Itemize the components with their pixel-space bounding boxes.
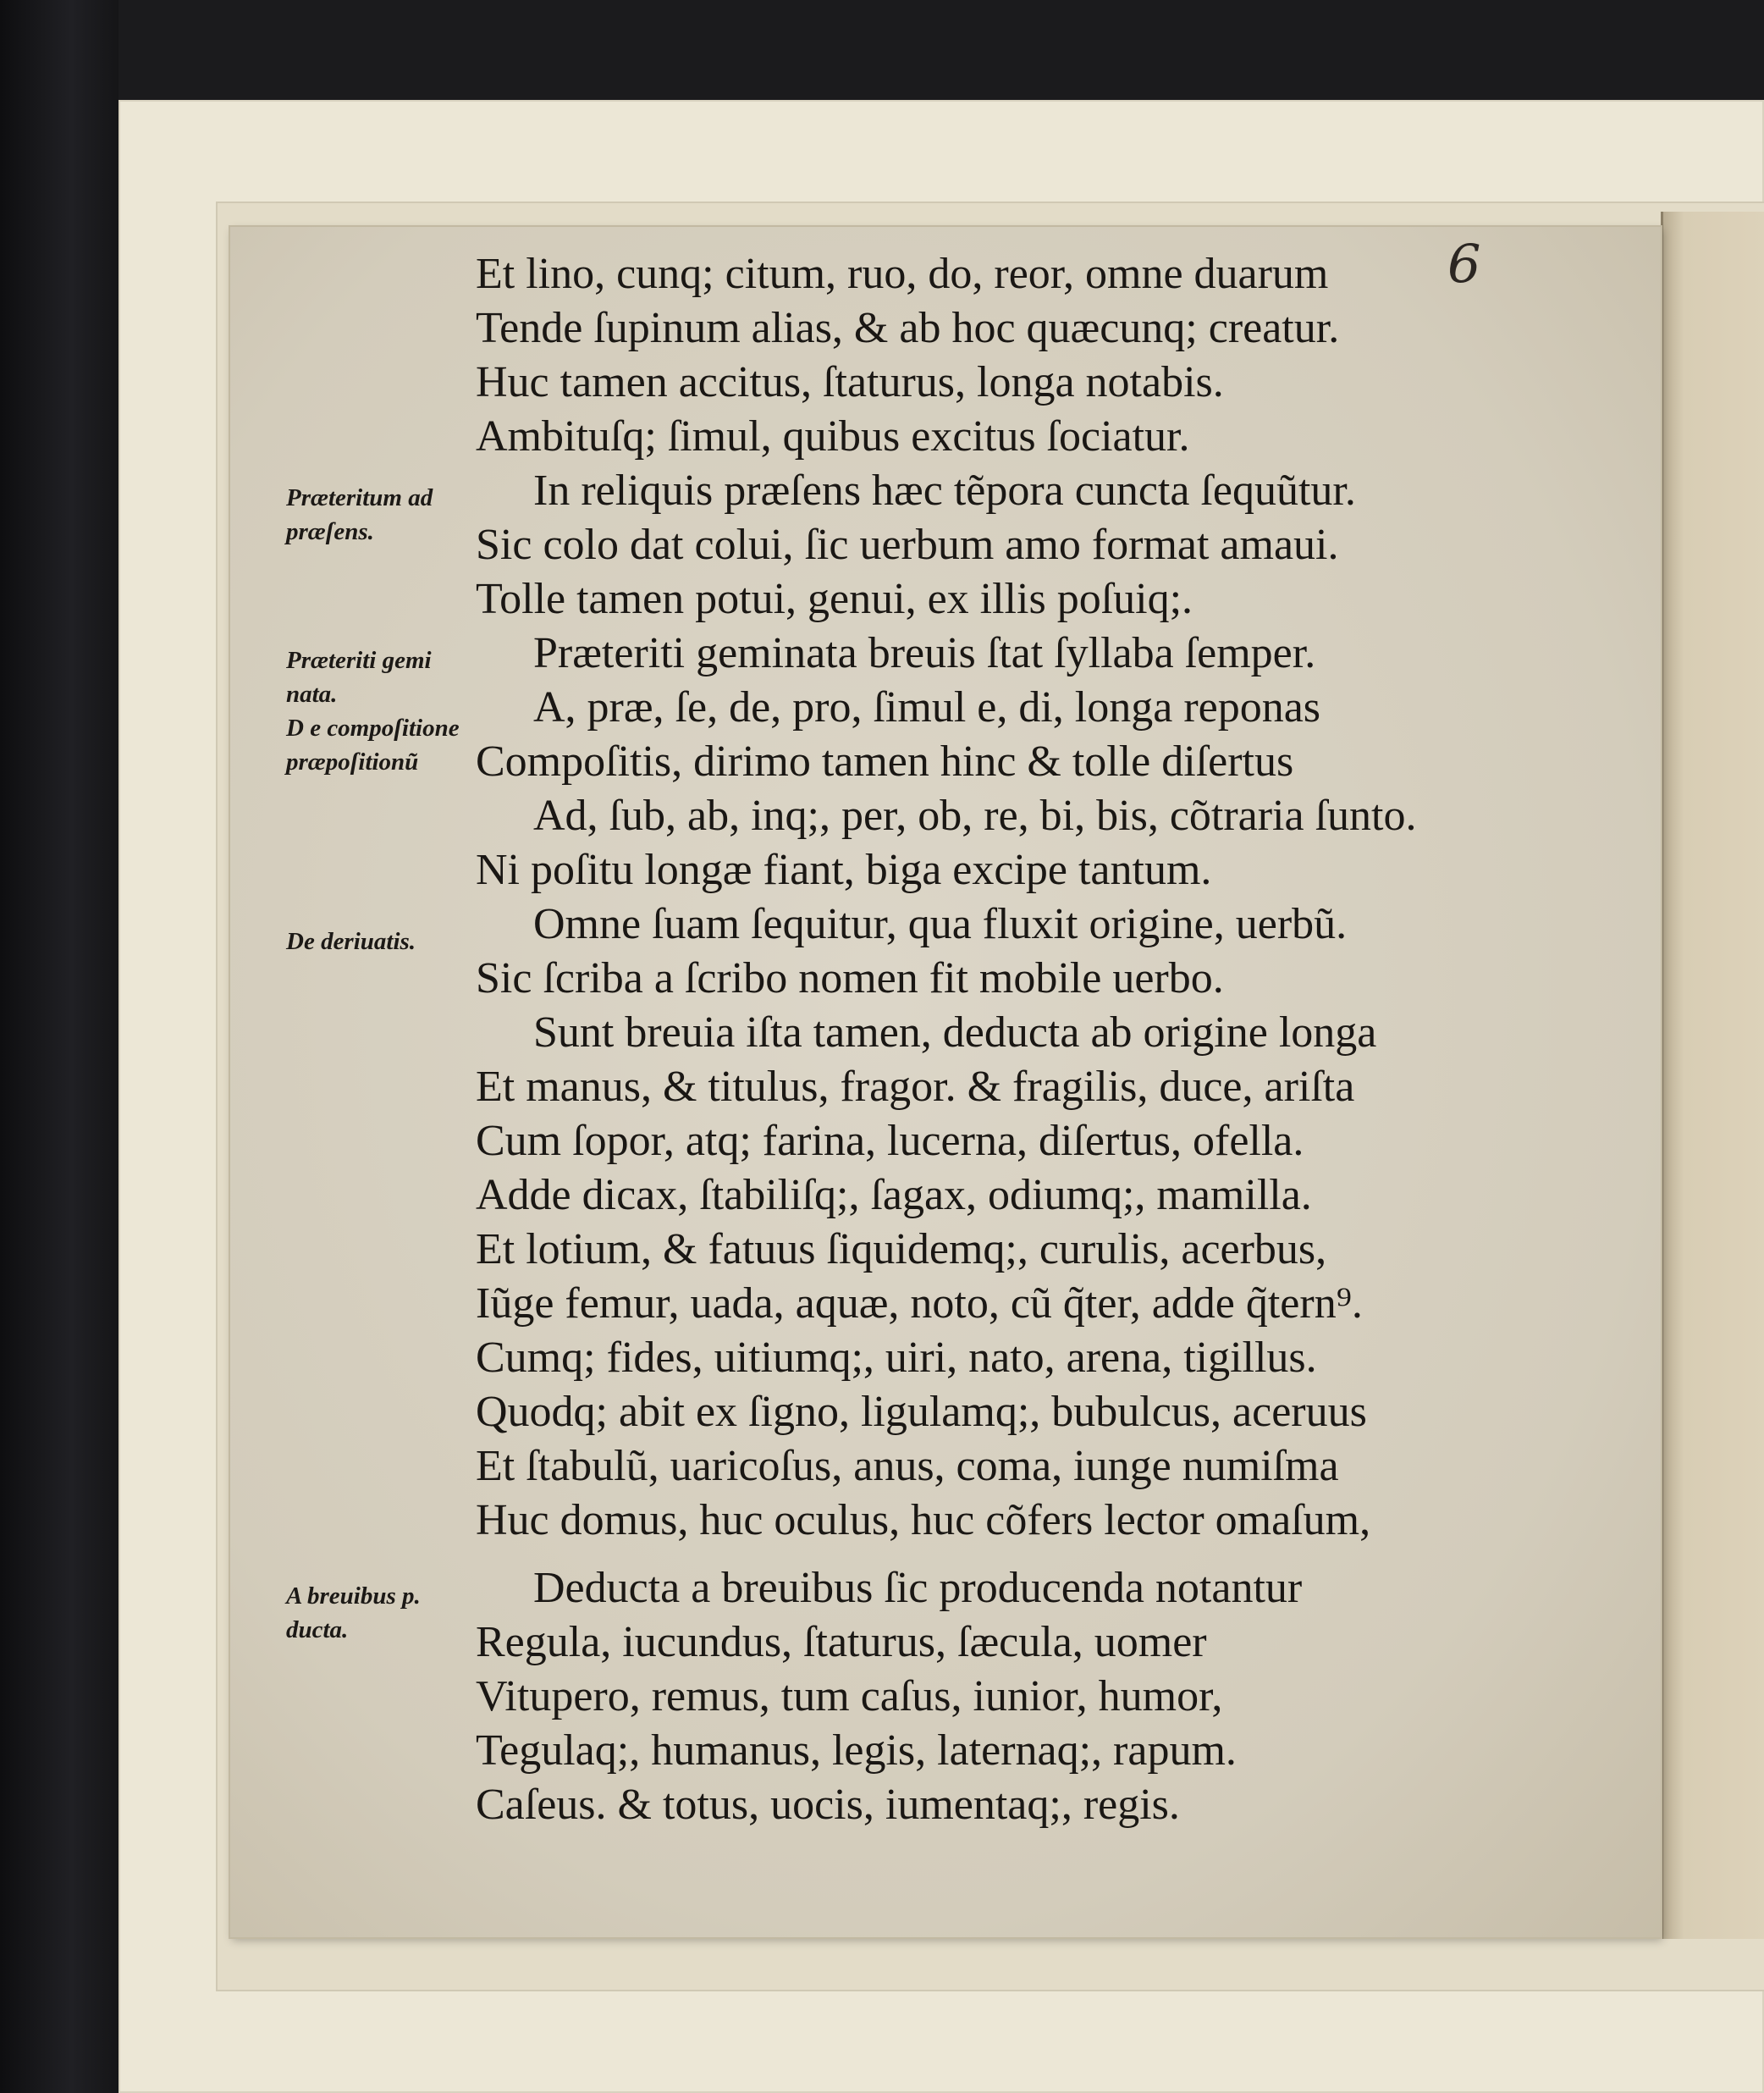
verse-line: Iũge femur, uada, aquæ, noto, cũ q̃ter, adde q̃tern⁹. (476, 1279, 1363, 1328)
verse-line: Et lotium, & fatuus ſiquidemq;, curulis, acerbus, (476, 1225, 1327, 1273)
verse-line: Adde dicax, ſtabiliſq;, ſagax, odiumq;, mamilla. (476, 1171, 1312, 1219)
sidenote: A breuibus p. ducta. (286, 1582, 421, 1643)
verse-line: Deducta a breuibus ſic producenda notantur (533, 1564, 1303, 1612)
verse-line: Huc domus, huc oculus, huc cõfers lector omaſum, (476, 1496, 1371, 1544)
verse-line: Vitupero, remus, tum caſus, iunior, humor, (476, 1672, 1223, 1720)
verse-line: Tolle tamen potui, genui, ex illis poſuiq;. (476, 575, 1193, 623)
verse-line: Omne ſuam ſequitur, qua fluxit origine, uerbũ. (533, 900, 1348, 948)
sidenote: D e compoſitione præpoſitionũ (286, 715, 460, 776)
verse-line: Regula, iucundus, ſtaturus, ſæcula, uomer (476, 1618, 1207, 1666)
verse-line: Tegulaq;, humanus, legis, laternaq;, rapum. (476, 1726, 1237, 1775)
verse-line: Quodq; abit ex ſigno, ligulamq;, bubulcus, aceruus (476, 1388, 1367, 1436)
facing-page-edge (1661, 212, 1764, 1939)
sidenote: Præteriti gemi nata. (286, 647, 432, 708)
folio-number: 6 (1447, 233, 1481, 295)
book-binding-edge (0, 0, 119, 2093)
verse-line: Sic ſcriba a ſcribo nomen fit mobile uerbo. (476, 954, 1224, 1002)
verse-line: Sunt breuia iſta tamen, deducta ab origine longa (533, 1008, 1377, 1057)
sidenote: De deriuatis. (286, 928, 416, 955)
verse-line: Cum ſopor, atq; farina, lucerna, diſertus, ofella. (476, 1117, 1304, 1165)
verse-line: Præteriti geminata breuis ſtat ſyllaba ſemper. (533, 629, 1316, 677)
verse-line: Ambituſq; ſimul, quibus excitus ſociatur. (476, 412, 1190, 461)
verse-line: Compoſitis, dirimo tamen hinc & tolle diſertus (476, 737, 1294, 786)
verse-line: A, præ, ſe, de, pro, ſimul e, di, longa reponas (533, 683, 1321, 732)
sidenote: Præteritum ad præſens. (286, 484, 433, 545)
verse-line: In reliquis præſens hæc tẽpora cuncta ſequũtur. (533, 467, 1356, 515)
verse-line: Et manus, & titulus, fragor. & fragilis, duce, ariſta (476, 1063, 1355, 1111)
verse-line: Huc tamen accitus, ſtaturus, longa notabis. (476, 358, 1224, 406)
verse-line: Tende ſupinum alias, & ab hoc quæcunq; creatur. (476, 304, 1340, 352)
verse-line: Caſeus. & totus, uocis, iumentaq;, regis. (476, 1781, 1180, 1829)
verse-line: Et lino, cunq; citum, ruo, do, reor, omne duarum (476, 250, 1329, 298)
verse-line: Sic colo dat colui, ſic uerbum amo format amaui. (476, 521, 1339, 569)
verse-line: Cumq; fides, uitiumq;, uiri, nato, arena, tigillus. (476, 1334, 1317, 1382)
verse-line: Ni poſitu longæ fiant, biga excipe tantum. (476, 846, 1212, 894)
verse-line: Ad, ſub, ab, inq;, per, ob, re, bi, bis, cõtraria ſunto. (533, 792, 1417, 840)
verse-line: Et ſtabulũ, uaricoſus, anus, coma, iunge numiſma (476, 1442, 1339, 1490)
